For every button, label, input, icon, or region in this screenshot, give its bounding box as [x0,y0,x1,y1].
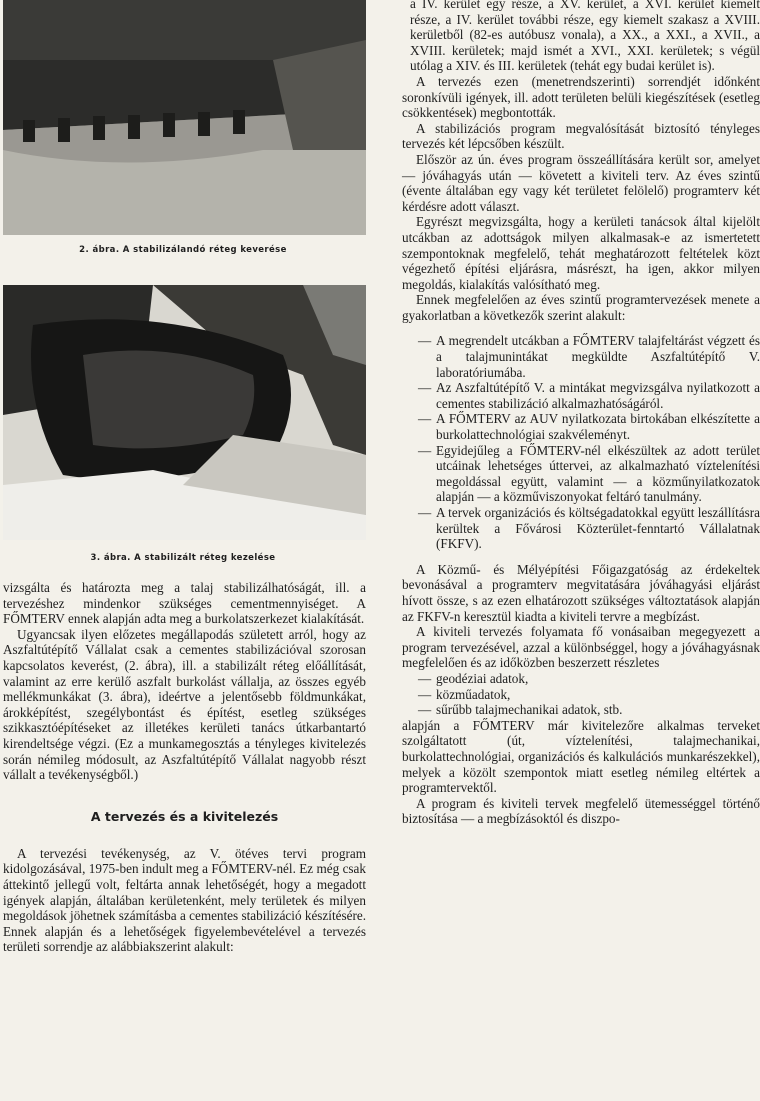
right-paragraph-5: Egyrészt megvizsgálta, hogy a kerületi tanácsok által kijelölt utcákban az adottságok milyen alkalmasak-e az ismertetett szempontoknak megfelelő, tehát meghatározott feltételek közt végezhető építési eljárásra, másrészt, ha igen, akkor milyen megoldás, kialakítás valósítható meg. [402,214,760,292]
list-item: — sűrűbb talajmechanikai adatok, stb. [418,702,623,718]
list-item: — Az Aszfaltútépítő V. a mintákat megvizsgálva nyilatkozott a cementes stabilizáció alkalmazhatóságáról. [418,380,760,411]
list-item: — közműadatok, [418,686,511,702]
figure-2-caption: 2. ábra. A stabilizálandó réteg keverése [79,245,287,255]
figure-2-photo [3,0,366,235]
right-paragraph-6: Ennek megfelelően az éves szintű programtervezések menete a gyakorlatban a következők szerint alakult: [402,292,760,323]
road-mixer-photo [3,0,366,235]
dash-mark: — [418,442,432,458]
road-roller-photo [3,285,366,540]
section-heading: A tervezés és a kivitelezés [90,808,279,824]
dash-mark: — [418,411,432,427]
figure-3-photo [3,285,366,540]
right-paragraph-3: A stabilizációs program megvalósítását biztosító tényleges tervezés két lépcsőben készült. [402,120,760,152]
right-paragraph-9: alapján a FŐMTERV már kivitelezőre alkalmas terveket szolgáltatott (út, víztelenítési, talajmechanikai, burkolattechnológiai, organizációs és kalkulációs munkarészekkel), melyek a közölt szempontok miatt esetleg némileg eltértek a programtervektől. [402,717,760,796]
left-paragraph-3: A tervezési tevékenység, az V. ötéves tervi program kidolgozásával, 1975-ben indult meg a FŐMTERV-nél. Ez még csak áttekintő jellegű volt, feltárta annak lehetőségét, hogy a megadott igények alapján, általában kerületenként, mely területek és milyen megoldások jöhetnek számításba a cementes stabilizáció készítésére. Ennek alapján és a lehetőségek figyelembevételével a tervezés területi sorrendje az alábbiakszerint alakult: [3,845,366,955]
right-paragraph-4: Először az ún. éves program összeállítására került sor, amelyet — jóváhagyás után — követett a kiviteli terv. Az éves szintű (évente általában egy vagy két területet felölelő) programterv két kérdésre adott választ. [402,151,760,214]
left-paragraph-1: vizsgálta és határozta meg a talaj stabilizálhatóságát, ill. a tervezéshez mindenkor szükséges cementmennyiséget. A FŐMTERV ennek alapján adta meg a burkolatszerkezet kialakítását. [3,580,366,627]
list-item: — geodéziai adatok, [418,670,529,686]
figure-3-caption: 3. ábra. A stabilizált réteg kezelése [90,553,276,563]
dash-mark: — [418,333,432,349]
list-item: — A megrendelt utcákban a FŐMTERV talajfeltárást végzett és a talajmunintákat megküldte Aszfaltútépítő V. laboratóriumába. [418,333,760,380]
right-paragraph-1: a IV. kerület egy része, a XV. kerület, a XVI. kerület kiemelt része, a IV. kerület további része, egy kiemelt szakasz a XVIII. kerületből (82-es autóbusz vonala), a XX., a XXI., a XVII., a XVIII. kerületek; majd ismét a XVI., XXI. kerületek; s végül utólag a XIV. és III. kerületek (tehát egy budai kerület is). [410,0,760,74]
list-item: — A tervek organizációs és költségadatokkal együtt leszállításra kerültek a Fővárosi Közterület-fenntartó Vállalatnak (FKFV). [418,505,760,552]
data-list [402,671,760,718]
right-paragraph-2: A tervezés ezen (menetrendszerinti) sorrendjét időnként soronkívüli igények, ill. adott területen belüli kiegészítések (esetleg csökkentések) megbontották. [402,73,760,121]
dash-mark: — [418,702,432,718]
dash-mark: — [418,686,432,702]
right-column [402,0,760,827]
list-item: — Egyidejűleg a FŐMTERV-nél elkészültek az adott terület utcáinak lehetséges úttervei, az alkalmazható víztelenítési megoldással együtt, valamint — a közműnyilatkozatok alapján — a közműviszonyokat feltáró tanulmány. [418,442,760,505]
list-item: — A FŐMTERV az AUV nyilatkozata birtokában elkészítette a burkolattechnológiai szakvéleményt. [418,411,760,443]
right-paragraph-8: A kiviteli tervezés folyamata fő vonásaiban megegyezett a program tervezésével, azzal a különbséggel, hogy a jóváhagyásnak megfelelően és az időközben beszerzett részletes [402,624,760,671]
right-paragraph-10: A program és kiviteli tervek megfelelő ütemességgel történő biztosítása — a megbízásoktól és diszpo- [402,795,760,827]
left-paragraph-2: Ugyancsak ilyen előzetes megállapodás született arról, hogy az Aszfaltútépítő Vállalat csak a cementes stabilizációval szorosan kapcsolatos keverést, (2. ábra), ill. a stabilizált réteg előállítását, valamint az erre kerülő aszfalt burkolást vállalja, az összes egyéb mellékmunkákat (3. ábra), ideértve a jelentősebb földmunkákat, árokképítést, szegélybontást és építést, esetleg szükséges szikkasztóépítéseket az illetékes kerületi tanács útkarbantartó kirendeltsége végzi. (Ez a munkamegosztás a tényleges kivitelezés során némileg módosult, az Aszfaltútépítő Vállalat nagyobb részt vállalt a tevékenységből.) [3,626,366,783]
dash-mark: — [418,380,432,396]
dash-mark: — [418,670,432,686]
procedure-list [402,333,760,551]
dash-mark: — [418,505,432,520]
right-paragraph-7: A Közmű- és Mélyépítési Főigazgatóság az érdekeltek bevonásával a programterv megvitatására jóváhagyási eljárást hívott össze, s az ezen elhatározott szükséges változtatások alapján az FKFV-n keresztül kiadta a kiviteli tervre a megbízást. [402,561,760,624]
